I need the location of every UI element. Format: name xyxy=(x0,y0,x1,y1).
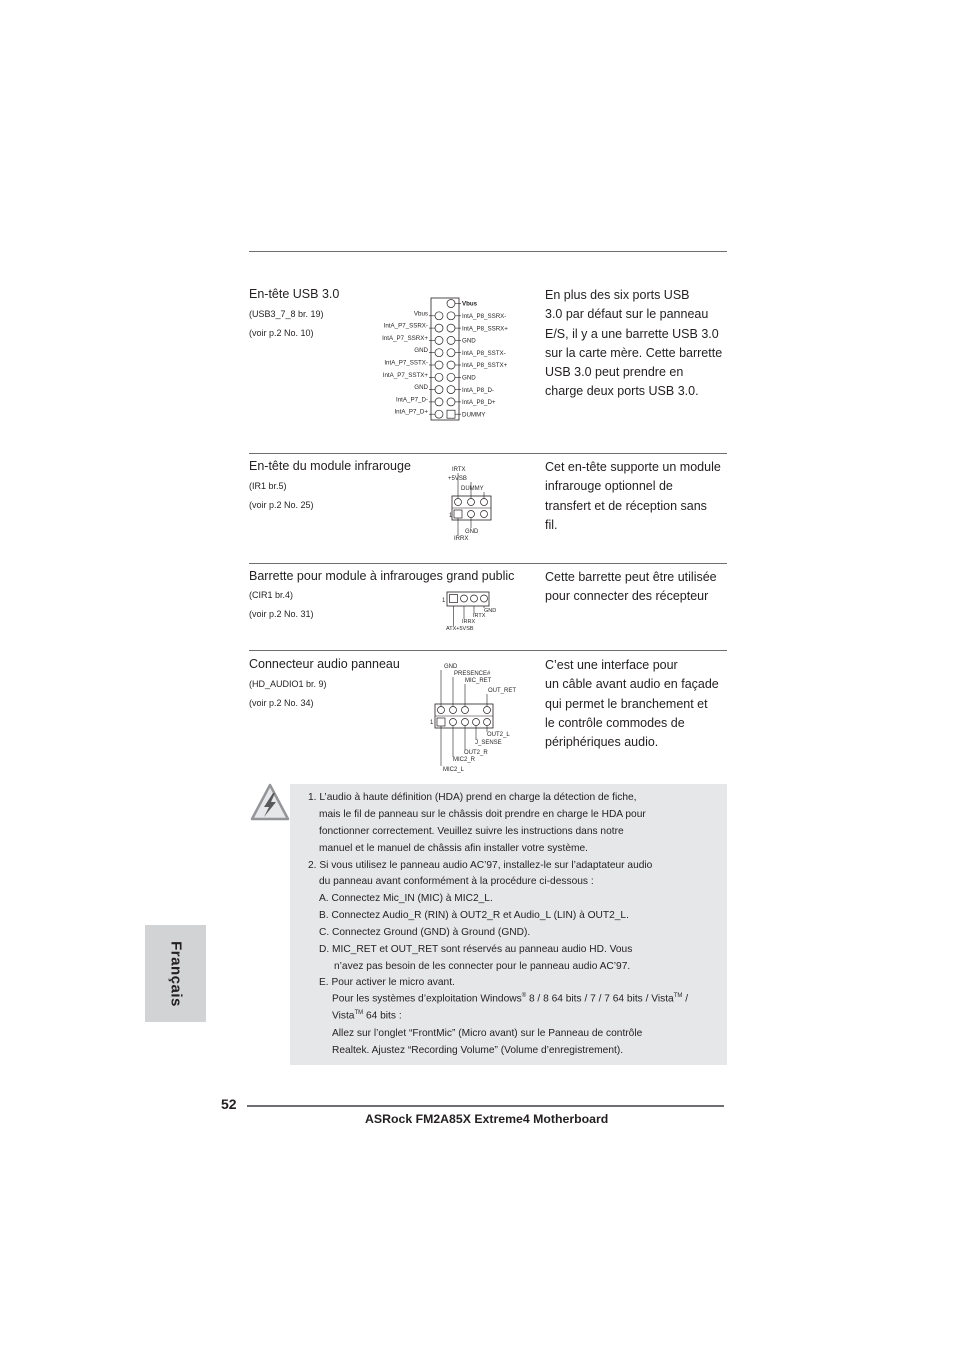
note-line: fonctionner correctement. Veuillez suivre les instructions dans notre xyxy=(319,826,624,837)
usb-header-title: En-tête USB 3.0 xyxy=(249,287,340,301)
note-text: Pour les systèmes d’exploitation Windows xyxy=(332,993,522,1005)
usb-pin-label-left: GND xyxy=(414,384,428,392)
note-text: 64 bits : xyxy=(363,1010,402,1022)
usb-pin xyxy=(435,312,443,320)
usb-header-see: (voir p.2 No. 10) xyxy=(249,328,314,338)
registered-mark: ® xyxy=(521,993,527,999)
desc-line: USB 3.0 peut prendre en xyxy=(545,365,684,380)
desc-line: E/S, il y a une barrette USB 3.0 xyxy=(545,326,719,341)
usb-pin xyxy=(447,312,455,320)
usb-pin-label-right: IntA_P8_SSTX+ xyxy=(462,362,508,370)
note-line: 2. Si vous utilisez le panneau audio AC’97, installez-le sur l’adaptateur audio xyxy=(308,860,653,871)
audio-label-gnd: GND xyxy=(444,664,458,670)
usb-pin xyxy=(447,373,455,381)
usb-pin-label-left: Vbus xyxy=(413,310,428,318)
usb-pin xyxy=(447,324,455,332)
desc-line: Cet en-tête supporte un module xyxy=(545,460,721,474)
note-text: 8 / 8 64 bits / 7 / 7 64 bits / Vista xyxy=(526,993,674,1005)
desc-line: pour connecter des récepteur xyxy=(545,589,709,604)
usb-pin-label-right: IntA_P8_SSTX- xyxy=(462,349,506,357)
note-line: n’avez pas besoin de les connecter pour le panneau audio AC’97. xyxy=(334,961,631,972)
note-line: mais le fil de panneau sur le châssis doit prendre en charge le HDA pour xyxy=(319,809,646,820)
usb-pin-label-right: IntA_P8_SSRX+ xyxy=(462,325,508,333)
usb-pin xyxy=(447,336,455,344)
cir-label-gnd: GND xyxy=(484,608,497,614)
desc-line: transfert et de réception sans xyxy=(545,498,707,513)
audio-label-1: 1 xyxy=(430,720,434,726)
language-label: Français xyxy=(167,940,184,1007)
note-text: Vista xyxy=(332,1010,355,1022)
cir-header-title: Barrette pour module à infrarouges grand public xyxy=(249,569,515,583)
usb-pin-label-right: GND xyxy=(462,374,476,382)
desc-line: fil. xyxy=(545,517,558,532)
usb-pin-square xyxy=(447,410,455,418)
usb-pin-label-left: IntA_P7_SSTX- xyxy=(384,359,428,367)
audio-header-ref: (HD_AUDIO1 br. 9) xyxy=(249,679,327,689)
audio-label-mic2-l: MIC2_L xyxy=(443,767,465,773)
note-line-windows xyxy=(332,993,688,1004)
ir-label-1: 1 xyxy=(449,513,453,519)
cir-label-1: 1 xyxy=(442,598,446,604)
cir-header-description xyxy=(545,568,735,607)
ir-label-dummy: DUMMY xyxy=(461,486,484,492)
top-rule xyxy=(249,251,727,252)
usb-pin xyxy=(435,373,443,381)
cir-header-ref: (CIR1 br.4) xyxy=(249,590,294,600)
note-text: / xyxy=(682,993,689,1005)
usb-pin xyxy=(447,361,455,369)
desc-line: le contrôle commodes de xyxy=(545,715,685,730)
footer-product-name: ASRock FM2A85X Extreme4 Motherboard xyxy=(365,1112,609,1126)
usb-header-description xyxy=(545,286,735,402)
usb-pin xyxy=(435,324,443,332)
usb-pin-label-left: IntA_P7_D- xyxy=(396,396,428,404)
usb-pin-label-left: IntA_P7_D+ xyxy=(394,408,428,416)
usb-pin-label-right: IntA_P8_D+ xyxy=(462,399,496,407)
note-line: E. Pour activer le micro avant. xyxy=(319,977,455,988)
audio-header-diagram xyxy=(426,658,536,776)
warning-lightning-icon xyxy=(249,782,291,822)
desc-line: qui permet le branchement et xyxy=(545,696,708,711)
ir-header-see: (voir p.2 No. 25) xyxy=(249,500,314,510)
note-line: D. MIC_RET et OUT_RET sont réservés au panneau audio HD. Vous xyxy=(319,944,633,955)
desc-line: C’est une interface pour xyxy=(545,658,678,672)
ir-label-irrx: IRRX xyxy=(454,536,469,542)
usb-pin-label-right: DUMMY xyxy=(462,411,486,419)
desc-line: charge deux ports USB 3.0. xyxy=(545,384,699,399)
cir-label-irtx: IRTX xyxy=(473,613,486,619)
audio-header-title: Connecteur audio panneau xyxy=(249,657,400,671)
desc-line: sur la carte mère. Cette barrette xyxy=(545,345,723,360)
usb-pin-label-left: IntA_P7_SSRX- xyxy=(383,322,428,330)
note-line: Allez sur l’onglet “FrontMic” (Micro avant) sur le Panneau de contrôle xyxy=(332,1028,643,1039)
note-line: B. Connectez Audio_R (RIN) à OUT2_R et Audio_L (LIN) à OUT2_L. xyxy=(319,910,629,921)
desc-line: 3.0 par défaut sur le panneau xyxy=(545,307,709,322)
audio-label-out2-r: OUT2_R xyxy=(464,750,488,756)
audio-header-description xyxy=(545,656,735,752)
audio-note-box xyxy=(290,784,727,1065)
page-number: 52 xyxy=(221,1096,237,1112)
ir-label-gnd: GND xyxy=(465,529,479,535)
ir-label-irtx: IRTX xyxy=(452,467,466,473)
usb-pin-label-left: IntA_P7_SSTX+ xyxy=(382,371,428,379)
usb-pin-label-left: GND xyxy=(414,347,428,355)
desc-line: périphériques audio. xyxy=(545,735,659,750)
cir-header-see: (voir p.2 No. 31) xyxy=(249,609,314,619)
note-line: Realtek. Ajustez “Recording Volume” (Volume d’enregistrement). xyxy=(332,1045,624,1056)
usb-pin xyxy=(447,349,455,357)
audio-label-j-sense: J_SENSE xyxy=(475,740,502,746)
usb-pin-label-right: IntA_P8_SSRX- xyxy=(462,313,507,320)
cir-label-atx: ATX+5VSB xyxy=(446,626,474,632)
usb-header-ref: (USB3_7_8 br. 19) xyxy=(249,309,324,319)
audio-label-mic-ret: MIC_RET xyxy=(465,678,492,684)
usb-pin xyxy=(447,398,455,406)
section-divider xyxy=(249,563,727,564)
ir-label-5vsb: +5VSB xyxy=(448,476,467,482)
note-line: 1. L’audio à haute définition (HDA) prend en charge la détection de fiche, xyxy=(308,792,637,803)
cir-header-diagram xyxy=(438,586,508,634)
usb-pin-label-right: Vbus xyxy=(462,300,478,308)
ir-header-diagram xyxy=(440,460,540,546)
usb-pin-label-left: IntA_P7_SSRX+ xyxy=(382,334,428,342)
usb-header-diagram xyxy=(360,296,540,426)
audio-label-mic2-r: MIC2_R xyxy=(453,757,476,763)
ir-header-description xyxy=(545,458,735,535)
note-line: du panneau avant conformément à la procédure ci-dessous : xyxy=(319,876,594,887)
audio-header-see: (voir p.2 No. 34) xyxy=(249,698,314,708)
footer-rule xyxy=(247,1105,724,1107)
note-line: manuel et le manuel de châssis afin installer votre système. xyxy=(319,843,588,854)
usb-pin xyxy=(435,361,443,369)
usb-pin xyxy=(435,410,443,418)
language-side-tab xyxy=(145,925,206,1022)
ir-header-ref: (IR1 br.5) xyxy=(249,481,287,491)
usb-pin xyxy=(435,398,443,406)
audio-label-presence: PRESENCE# xyxy=(454,671,491,677)
desc-line: Cette barrette peut être utilisée xyxy=(545,570,717,584)
audio-label-out-ret: OUT_RET xyxy=(488,688,517,694)
usb-pin-label-right: IntA_P8_D- xyxy=(462,386,494,394)
audio-label-out2-l: OUT2_L xyxy=(487,732,510,738)
desc-line: infrarouge optionnel de xyxy=(545,479,673,494)
usb-pin xyxy=(435,386,443,394)
usb-pin xyxy=(435,349,443,357)
trademark-mark: TM xyxy=(354,1010,364,1016)
note-line: C. Connectez Ground (GND) à Ground (GND). xyxy=(319,927,531,938)
note-line: A. Connectez Mic_IN (MIC) à MIC2_L. xyxy=(319,893,493,904)
usb-pin xyxy=(435,336,443,344)
note-line-vista xyxy=(332,1010,402,1021)
trademark-mark: TM xyxy=(673,993,683,999)
desc-line: En plus des six ports USB xyxy=(545,288,690,302)
usb-pin xyxy=(447,386,455,394)
usb-pin xyxy=(447,300,455,308)
section-divider xyxy=(249,453,727,454)
section-divider xyxy=(249,650,727,651)
ir-header-title: En-tête du module infrarouge xyxy=(249,459,411,473)
desc-line: un câble avant audio en façade xyxy=(545,677,719,692)
usb-pin-label-right: GND xyxy=(462,337,476,345)
cir-label-irrx: IRRX xyxy=(462,619,476,625)
